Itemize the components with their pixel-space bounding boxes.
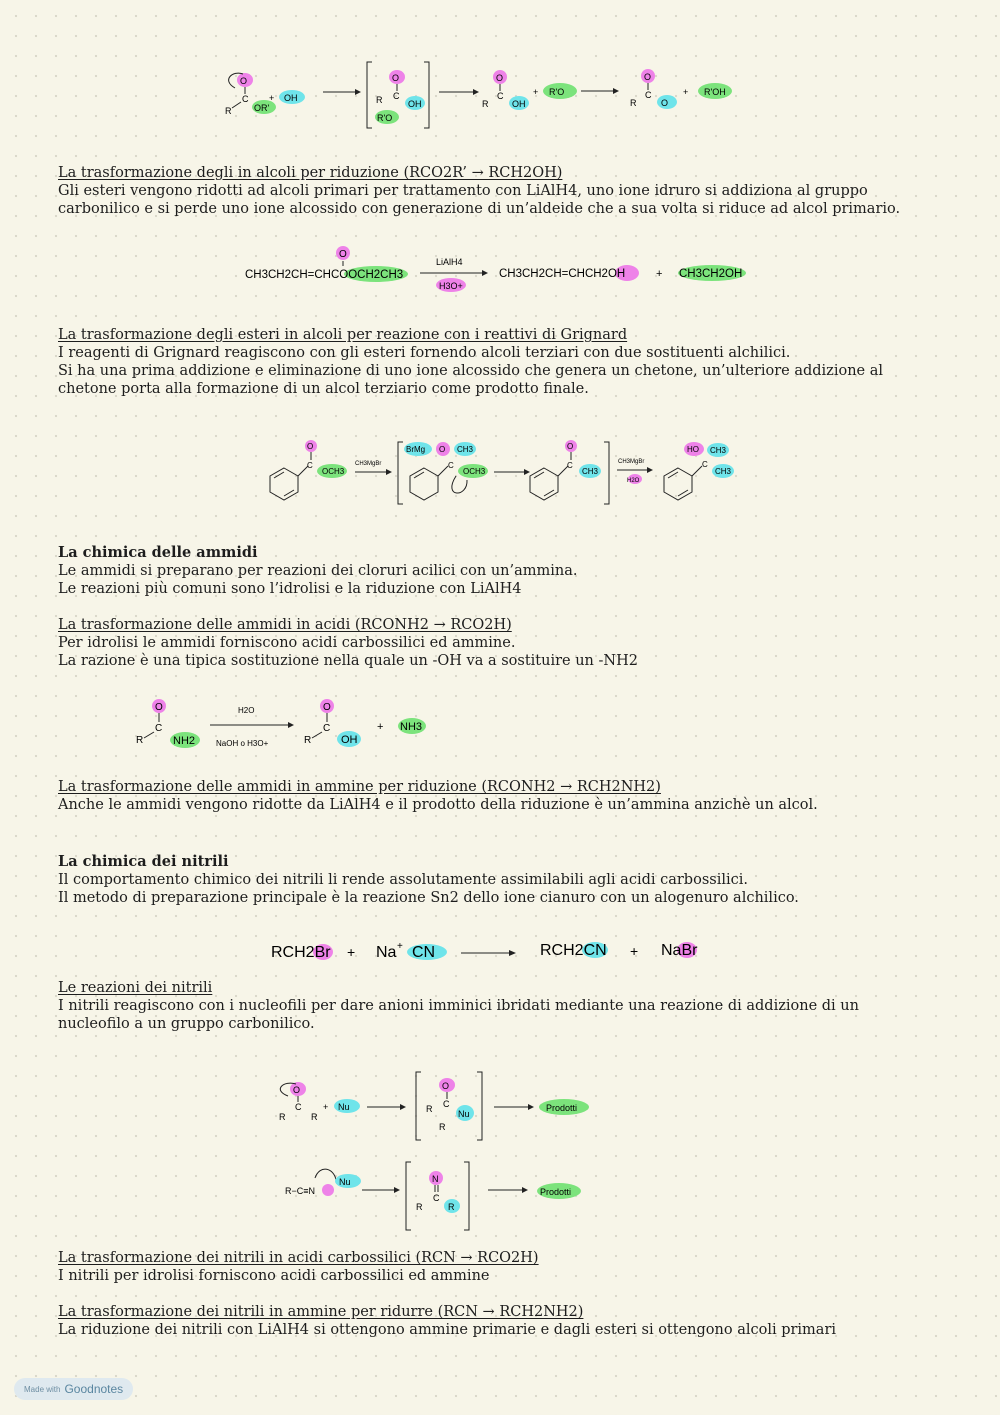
amide-to-acid-title: La trasformazione delle ammidi in acidi (RCONH2 → RCO2H)	[58, 617, 512, 633]
alkoxide-label: R'O	[549, 87, 565, 97]
amide-reagent-bottom: NaOH o H3O+	[216, 739, 269, 748]
grignard-reagent-2-top: CH3MgBr	[618, 459, 645, 465]
sn2-na: Na	[376, 944, 397, 961]
svg-text:O: O	[392, 73, 400, 83]
products-label-1: Prodotti	[546, 1103, 578, 1113]
svg-text:O: O	[240, 76, 248, 86]
nitrile-to-amine-line-1: La riduzione dei nitrili con LiAlH4 si ottengono ammine primarie e dagli esteri si ottengono alcoli primari	[58, 1322, 837, 1338]
amide-reagent-top: H2O	[238, 706, 255, 715]
amide-product-nh3: NH3	[400, 721, 423, 733]
svg-text:O: O	[442, 1081, 450, 1091]
svg-text:C: C	[448, 461, 454, 470]
grignard-ch3-4: CH3	[715, 467, 732, 476]
svg-text:R: R	[439, 1122, 446, 1132]
svg-text:C: C	[307, 461, 313, 470]
grignard-och3-1: OCH3	[322, 467, 345, 476]
amides-heading: La chimica delle ammidi	[58, 544, 258, 561]
svg-text:+: +	[397, 941, 403, 952]
grignard-ch3-2: CH3	[582, 467, 599, 476]
ester-grignard-line-3: chetone porta alla formazione di un alcol terziario come prodotto finale.	[58, 381, 589, 397]
svg-text:R: R	[630, 98, 637, 108]
grignard-ch3-1: CH3	[457, 445, 474, 454]
scheme-sn2-cyanide	[265, 934, 715, 968]
svg-text:O: O	[496, 73, 504, 83]
svg-text:R: R	[225, 106, 232, 116]
alcohol-label: R'OH	[704, 87, 726, 97]
svg-text:+: +	[533, 87, 539, 97]
sn2-cn: CN	[412, 944, 436, 961]
svg-text:R: R	[482, 99, 489, 109]
grignard-ch3-3: CH3	[710, 446, 727, 455]
scheme-amide-hydrolysis	[130, 694, 440, 754]
grignard-brmg: BrMg	[406, 445, 426, 454]
nucleophile-label-1: Nu	[338, 1102, 350, 1112]
svg-text:O: O	[307, 442, 314, 451]
svg-text:R: R	[416, 1202, 423, 1212]
nucleophile-label-2: Nu	[458, 1109, 470, 1119]
svg-text:+: +	[630, 943, 639, 959]
nitrile-to-acid-line-1: I nitrili per idrolisi forniscono acidi carbossilici ed ammine	[58, 1268, 490, 1284]
svg-text:O: O	[644, 72, 652, 82]
scheme-lialh4-reduction	[240, 244, 760, 296]
ester-or-label: OR'	[254, 103, 270, 113]
scheme-ester-hydrolysis	[215, 60, 745, 132]
scheme-grignard	[262, 436, 742, 508]
lialh4-product-2: CH3CH2OH	[679, 268, 743, 280]
svg-text:C: C	[443, 1099, 450, 1109]
ester-reduction-line-1: Gli esteri vengono ridotti ad alcoli primari per trattamento con LiAlH4, uno ione idruro si addiziona al gruppo	[58, 183, 868, 199]
nitrile-label: R−C≡N	[285, 1186, 316, 1196]
scheme-nucleophilic-addition	[270, 1068, 600, 1236]
svg-text:C: C	[323, 723, 331, 734]
lialh4-product-1: CH3CH2CH=CHCH2OH	[499, 268, 626, 280]
svg-text:R: R	[448, 1202, 455, 1212]
carboxylate-o-label: O	[661, 98, 669, 108]
nitriles-line-2: Il metodo di preparazione principale è la reazione Sn2 dello ione cianuro con un alogenuro alchilico.	[58, 890, 799, 906]
lialh4-reagent-top: LiAlH4	[436, 257, 463, 267]
svg-text:C: C	[295, 1102, 302, 1112]
grignard-reagent-2-bottom: H2O	[627, 478, 640, 484]
goodnotes-badge[interactable]	[14, 1378, 133, 1400]
ester-grignard-title: La trasformazione degli esteri in alcoli per reazione con i reattivi di Grignard	[58, 327, 628, 343]
svg-text:+: +	[683, 87, 689, 97]
acid-oh-label-2: OH	[341, 734, 358, 746]
amide-to-acid-line-1: Per idrolisi le ammidi forniscono acidi carbossilici ed ammine.	[58, 635, 516, 651]
svg-text:R: R	[426, 1104, 433, 1114]
svg-text:C: C	[702, 460, 708, 469]
svg-text:C: C	[393, 91, 400, 101]
amide-nh2-label: NH2	[173, 735, 196, 747]
amides-line-2: Le reazioni più comuni sono l’idrolisi e la riduzione con LiAlH4	[58, 581, 522, 597]
nucleophile-label-3: Nu	[339, 1177, 351, 1187]
svg-text:+: +	[269, 93, 275, 103]
svg-text:O: O	[339, 249, 347, 260]
svg-text:C: C	[567, 461, 573, 470]
svg-text:O: O	[323, 702, 331, 713]
sn2-product-2: NaBr	[661, 942, 698, 959]
badge-brand-text: Goodnotes	[64, 1382, 124, 1396]
sn2-reactant: RCH2Br	[271, 944, 331, 961]
svg-text:R: R	[376, 95, 383, 105]
nitrile-to-amine-title: La trasformazione dei nitrili in ammine per ridurre (RCN → RCH2NH2)	[58, 1304, 584, 1320]
svg-text:O: O	[155, 702, 163, 713]
ester-grignard-line-2: Si ha una prima addizione e eliminazione di uno ione alcossido che genera un chetone, un’ulteriore addizione al	[58, 363, 883, 379]
grignard-och3-2: OCH3	[463, 467, 486, 476]
nitrile-reactions-title: Le reazioni dei nitrili	[58, 980, 213, 996]
amides-line-1: Le ammidi si preparano per reazioni dei cloruri acilici con un’ammina.	[58, 563, 578, 579]
amide-to-amine-line-1: Anche le ammidi vengono ridotte da LiAlH4 e il prodotto della riduzione è un’ammina anzichè un alcol.	[58, 797, 818, 813]
nitrile-reactions-line-1: I nitrili reagiscono con i nucleofili per dare anioni imminici ibridati mediante una reazione di addizione di un	[58, 998, 859, 1014]
nitrile-reactions-line-2: nucleofilo a un gruppo carbonilico.	[58, 1016, 315, 1032]
lialh4-reagent-bottom: H3O+	[439, 281, 463, 291]
svg-text:N: N	[432, 1174, 439, 1184]
products-label-2: Prodotti	[540, 1187, 572, 1197]
svg-text:R: R	[279, 1112, 286, 1122]
amide-to-amine-title: La trasformazione delle ammidi in ammine per riduzione (RCONH2 → RCH2NH2)	[58, 779, 661, 795]
svg-text:O: O	[439, 445, 446, 454]
hydroxide-label: OH	[284, 93, 298, 103]
badge-small-text: Made with	[24, 1384, 61, 1394]
svg-text:R: R	[304, 735, 312, 746]
svg-text:C: C	[433, 1193, 440, 1203]
intermediate-oh-label: OH	[408, 99, 422, 109]
svg-text:C: C	[155, 723, 163, 734]
svg-text:+: +	[377, 721, 384, 733]
svg-text:C: C	[242, 94, 249, 104]
lialh4-reactant: CH3CH2CH=CHCOOCH2CH3	[245, 269, 404, 281]
svg-text:+: +	[656, 268, 663, 280]
svg-text:+: +	[347, 944, 356, 960]
ester-reduction-title: La trasformazione degli in alcoli per riduzione (RCO2R’ → RCH2OH)	[58, 165, 563, 181]
svg-text:R: R	[136, 735, 144, 746]
svg-text:R: R	[311, 1112, 318, 1122]
acid-oh-label: OH	[512, 99, 526, 109]
svg-text:O: O	[567, 442, 574, 451]
svg-text:C: C	[497, 91, 504, 101]
nitriles-heading: La chimica dei nitrili	[58, 853, 229, 870]
svg-text:C: C	[645, 90, 652, 100]
nitrile-to-acid-title: La trasformazione dei nitrili in acidi carbossilici (RCN → RCO2H)	[58, 1250, 539, 1266]
ester-reduction-line-2: carbonilico e si perde uno ione alcossido con generazione di un’aldeide che a sua volta si riduce ad alcol primario.	[58, 201, 901, 217]
sn2-product-1: RCH2CN	[540, 942, 607, 959]
intermediate-alkoxide-label: R'O	[377, 113, 393, 123]
ester-grignard-line-1: I reagenti di Grignard reagiscono con gli esteri fornendo alcoli terziari con due sostituenti alchilici.	[58, 345, 791, 361]
grignard-reagent-1: CH3MgBr	[355, 461, 382, 467]
amide-to-acid-line-2: La razione è una tipica sostituzione nella quale un -OH va a sostituire un -NH2	[58, 653, 638, 669]
grignard-ho: HO	[687, 445, 699, 454]
nitriles-line-1: Il comportamento chimico dei nitrili li rende assolutamente assimilabili agli acidi carbossilici.	[58, 872, 748, 888]
svg-text:+: +	[323, 1102, 329, 1112]
svg-text:O: O	[293, 1085, 301, 1095]
